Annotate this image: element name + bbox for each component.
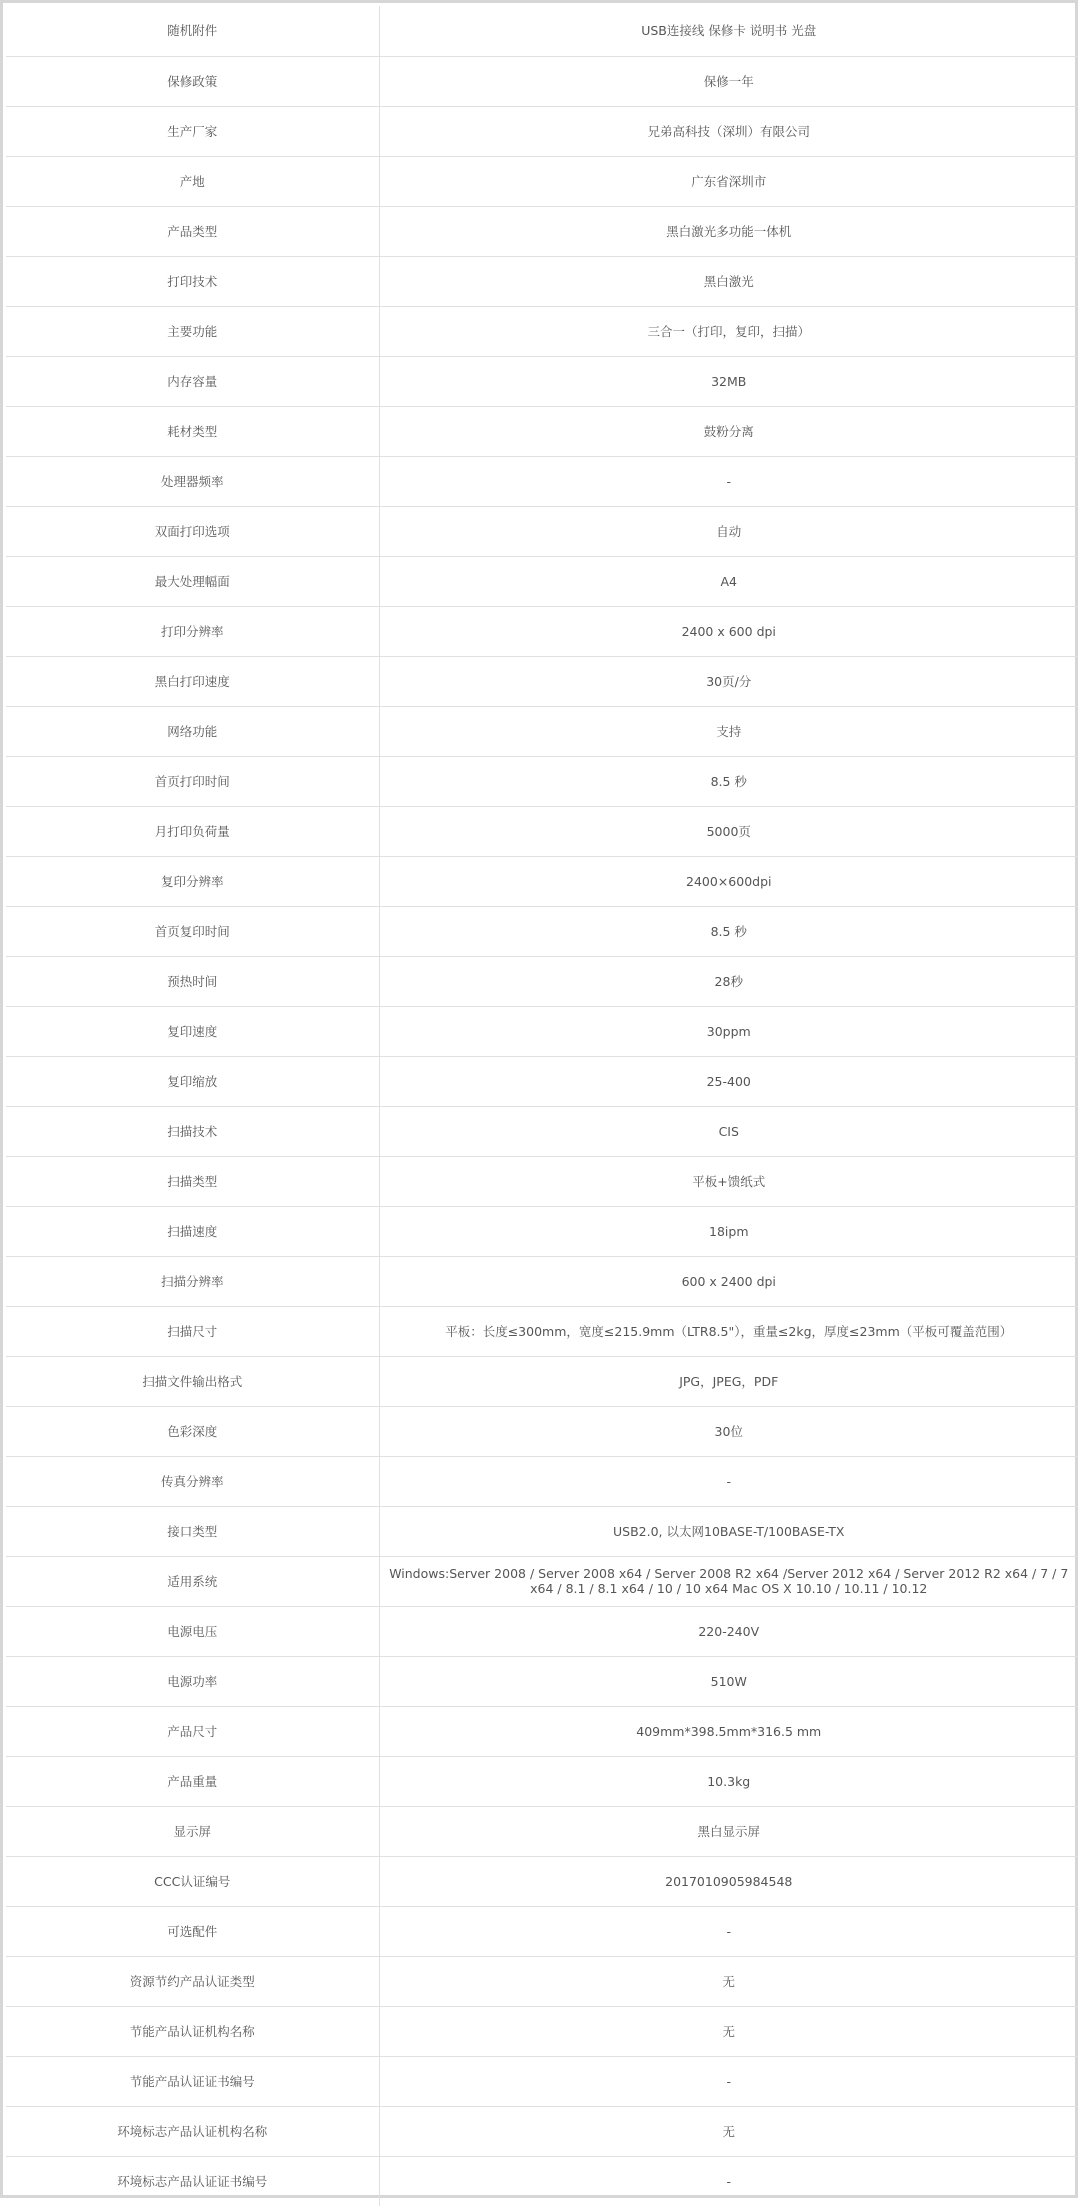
- spec-value: 广东省深圳市: [379, 156, 1078, 206]
- table-row: [6, 2156, 1078, 2206]
- spec-value: -: [379, 1456, 1078, 1506]
- table-row: [6, 1506, 1078, 1556]
- spec-value: 32MB: [379, 356, 1078, 406]
- spec-value: 30位: [379, 1406, 1078, 1456]
- spec-label: 打印分辨率: [6, 606, 379, 656]
- spec-value: 2400 x 600 dpi: [379, 606, 1078, 656]
- spec-value: 无: [379, 2106, 1078, 2156]
- table-row: [6, 806, 1078, 856]
- spec-label: 扫描速度: [6, 1206, 379, 1256]
- table-row: [6, 1606, 1078, 1656]
- table-row: [6, 2006, 1078, 2056]
- spec-value: 25-400: [379, 1056, 1078, 1106]
- table-row: [6, 1806, 1078, 1856]
- table-row: [6, 306, 1078, 356]
- table-row: [6, 456, 1078, 506]
- spec-value: 支持: [379, 706, 1078, 756]
- table-row: [6, 1356, 1078, 1406]
- spec-label: 资源节约产品认证类型: [6, 1956, 379, 2006]
- spec-label: 显示屏: [6, 1806, 379, 1856]
- spec-label: 电源电压: [6, 1606, 379, 1656]
- spec-value: 兄弟高科技（深圳）有限公司: [379, 106, 1078, 156]
- spec-label: CCC认证编号: [6, 1856, 379, 1906]
- spec-value: 无: [379, 1956, 1078, 2006]
- spec-label: 复印速度: [6, 1006, 379, 1056]
- spec-value: 自动: [379, 506, 1078, 556]
- spec-value: -: [379, 456, 1078, 506]
- spec-value: 5000页: [379, 806, 1078, 856]
- table-row: [6, 956, 1078, 1006]
- spec-label: 节能产品认证证书编号: [6, 2056, 379, 2106]
- spec-label: 月打印负荷量: [6, 806, 379, 856]
- table-row: [6, 1106, 1078, 1156]
- spec-label: 扫描文件输出格式: [6, 1356, 379, 1406]
- spec-value: 409mm*398.5mm*316.5 mm: [379, 1706, 1078, 1756]
- spec-value: 黑白激光多功能一体机: [379, 206, 1078, 256]
- spec-label: 传真分辨率: [6, 1456, 379, 1506]
- spec-label: 环境标志产品认证证书编号: [6, 2156, 379, 2206]
- spec-value: 30页/分: [379, 656, 1078, 706]
- spec-value: 8.5 秒: [379, 906, 1078, 956]
- spec-label: 扫描技术: [6, 1106, 379, 1156]
- spec-label: 产品类型: [6, 206, 379, 256]
- spec-table-body: [6, 6, 1078, 2206]
- spec-label: 接口类型: [6, 1506, 379, 1556]
- spec-value: 2017010905984548: [379, 1856, 1078, 1906]
- spec-value: 220-240V: [379, 1606, 1078, 1656]
- spec-label: 适用系统: [6, 1556, 379, 1606]
- table-row: [6, 106, 1078, 156]
- table-row: [6, 706, 1078, 756]
- spec-label: 双面打印选项: [6, 506, 379, 556]
- spec-value: 30ppm: [379, 1006, 1078, 1056]
- spec-value: 平板：长度≤300mm，宽度≤215.9mm（LTR8.5"），重量≤2kg，厚度≤23mm（平板可覆盖范围）: [379, 1306, 1078, 1356]
- table-row: [6, 1306, 1078, 1356]
- spec-label: 色彩深度: [6, 1406, 379, 1456]
- table-row: [6, 1656, 1078, 1706]
- spec-value: Windows:Server 2008 / Server 2008 x64 / Server 2008 R2 x64 /Server 2012 x64 / Server 2012 R2 x64 / 7 / 7 x64 / 8.1 / 8.1 x64 / 10 / 10 x64 Mac OS X 10.10 / 10.11 / 10.12: [379, 1556, 1078, 1606]
- table-row: [6, 1756, 1078, 1806]
- spec-label: 电源功率: [6, 1656, 379, 1706]
- table-row: [6, 406, 1078, 456]
- table-row: [6, 1056, 1078, 1106]
- spec-label: 环境标志产品认证机构名称: [6, 2106, 379, 2156]
- table-row: [6, 1906, 1078, 1956]
- table-row: [6, 1456, 1078, 1506]
- spec-label: 网络功能: [6, 706, 379, 756]
- spec-value: USB2.0, 以太网10BASE-T/100BASE-TX: [379, 1506, 1078, 1556]
- table-row: [6, 756, 1078, 806]
- spec-label: 主要功能: [6, 306, 379, 356]
- spec-label: 打印技术: [6, 256, 379, 306]
- spec-label: 随机附件: [6, 6, 379, 56]
- table-row: [6, 256, 1078, 306]
- table-row: [6, 1256, 1078, 1306]
- spec-value: 无: [379, 2006, 1078, 2056]
- spec-label: 保修政策: [6, 56, 379, 106]
- table-row: [6, 2106, 1078, 2156]
- table-row: [6, 206, 1078, 256]
- spec-value: 三合一（打印，复印，扫描）: [379, 306, 1078, 356]
- spec-label: 节能产品认证机构名称: [6, 2006, 379, 2056]
- spec-value: -: [379, 1906, 1078, 1956]
- table-row: [6, 1556, 1078, 1606]
- spec-value: 510W: [379, 1656, 1078, 1706]
- spec-label: 扫描类型: [6, 1156, 379, 1206]
- spec-label: 首页打印时间: [6, 756, 379, 806]
- spec-label: 黑白打印速度: [6, 656, 379, 706]
- spec-label: 产地: [6, 156, 379, 206]
- table-row: [6, 1706, 1078, 1756]
- spec-label: 预热时间: [6, 956, 379, 1006]
- table-row: [6, 1406, 1078, 1456]
- spec-label: 扫描分辨率: [6, 1256, 379, 1306]
- table-row: [6, 1956, 1078, 2006]
- spec-label: 耗材类型: [6, 406, 379, 456]
- spec-value: 黑白显示屏: [379, 1806, 1078, 1856]
- table-row: [6, 1856, 1078, 1906]
- spec-label: 复印分辨率: [6, 856, 379, 906]
- spec-value: CIS: [379, 1106, 1078, 1156]
- spec-value: 8.5 秒: [379, 756, 1078, 806]
- spec-value: -: [379, 2156, 1078, 2206]
- spec-value: USB连接线 保修卡 说明书 光盘: [379, 6, 1078, 56]
- table-row: [6, 6, 1078, 56]
- spec-value: 10.3kg: [379, 1756, 1078, 1806]
- table-row: [6, 606, 1078, 656]
- table-row: [6, 56, 1078, 106]
- spec-value: A4: [379, 556, 1078, 606]
- spec-label: 复印缩放: [6, 1056, 379, 1106]
- spec-table: [6, 6, 1078, 2206]
- spec-label: 生产厂家: [6, 106, 379, 156]
- spec-label: 扫描尺寸: [6, 1306, 379, 1356]
- spec-label: 可选配件: [6, 1906, 379, 1956]
- table-row: [6, 2056, 1078, 2106]
- spec-value: 600 x 2400 dpi: [379, 1256, 1078, 1306]
- spec-value: 28秒: [379, 956, 1078, 1006]
- spec-value: JPG，JPEG，PDF: [379, 1356, 1078, 1406]
- spec-value: 2400×600dpi: [379, 856, 1078, 906]
- spec-label: 产品重量: [6, 1756, 379, 1806]
- spec-label: 首页复印时间: [6, 906, 379, 956]
- spec-value: 18ipm: [379, 1206, 1078, 1256]
- spec-value: 平板+馈纸式: [379, 1156, 1078, 1206]
- spec-value: 保修一年: [379, 56, 1078, 106]
- spec-label: 最大处理幅面: [6, 556, 379, 606]
- spec-label: 处理器频率: [6, 456, 379, 506]
- spec-value: 鼓粉分离: [379, 406, 1078, 456]
- table-row: [6, 1156, 1078, 1206]
- table-row: [6, 356, 1078, 406]
- spec-label: 内存容量: [6, 356, 379, 406]
- spec-value: 黑白激光: [379, 256, 1078, 306]
- table-row: [6, 656, 1078, 706]
- spec-value: -: [379, 2056, 1078, 2106]
- table-row: [6, 556, 1078, 606]
- table-row: [6, 906, 1078, 956]
- table-row: [6, 1206, 1078, 1256]
- table-row: [6, 856, 1078, 906]
- spec-label: 产品尺寸: [6, 1706, 379, 1756]
- table-row: [6, 156, 1078, 206]
- table-row: [6, 506, 1078, 556]
- table-row: [6, 1006, 1078, 1056]
